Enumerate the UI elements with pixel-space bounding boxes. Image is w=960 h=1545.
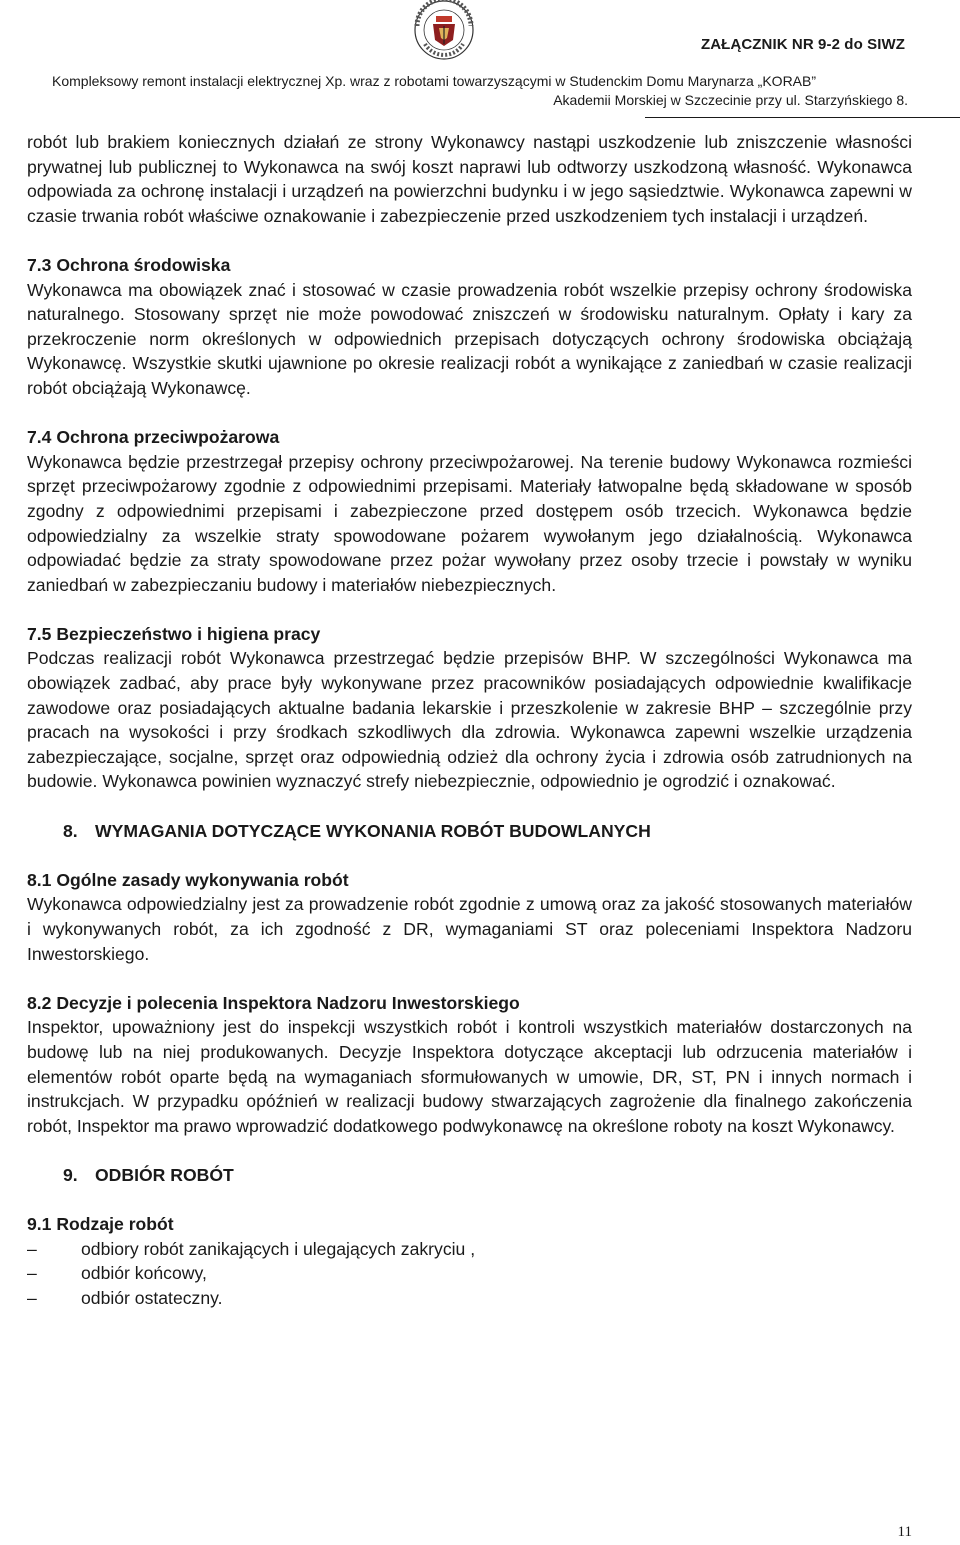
spacer xyxy=(27,966,912,991)
section-7-5-body: Podczas realizacji robót Wykonawca przestrzegać będzie przepisów BHP. W szczególności Wykonawca ma obowiązek zadbać, aby prace były wykonywane przez pracowników posiadających odpowiednie kwalifikacje zawodowe oraz posiadających aktualne badania lekarskie i przeszkolenie w zakresie BHP – szczególnie przy pracach na wysokości i przy środkach szkodliwych dla zdrowia. Wykonawca zapewni wszelkie urządzenia zabezpieczające, socjalne, sprzęt oraz odpowiednią odzież dla ochrony życia i zdrowia osób zatrudnionych na budowie. Wykonawca powinien wyznaczyć strefy niebezpiecznie, odpowiednio je ogrodzić i oznakować. xyxy=(27,648,912,792)
section-7-3-heading: 7.3 Ochrona środowiska xyxy=(27,254,231,275)
chapter-9-title: ODBIÓR ROBÓT xyxy=(95,1164,234,1185)
spacer xyxy=(27,597,912,622)
dash-bullet-icon: – xyxy=(27,1287,37,1308)
list-item-text: odbiory robót zanikających i ulegających zakryciu , xyxy=(81,1238,476,1259)
intro-paragraph: robót lub brakiem koniecznych działań ze strony Wykonawcy nastąpi uszkodzenie lub zniszczenie własności prywatnej lub publicznej to Wykonawca na swój koszt naprawi lub odtworzy uszkodzoną własność. Wykonawca odpowiada za ochronę instalacji i urządzeń na powierzchni budynku i w jego sąsiedztwie. Wykonawca zapewni w czasie trwania robót właściwe oznakowanie i zabezpieczenie przed uszkodzeniem tych instalacji i urządzeń. xyxy=(27,132,912,226)
section-7-4-heading: 7.4 Ochrona przeciwpożarowa xyxy=(27,427,280,448)
spacer xyxy=(27,843,912,868)
chapter-8-title: WYMAGANIA DOTYCZĄCE WYKONANIA ROBÓT BUDOWLANYCH xyxy=(95,820,651,841)
section-7-3-body: Wykonawca ma obowiązek znać i stosować w czasie prowadzenia robót wszelkie przepisy ochrony środowiska naturalnego. Stosowany sprzęt nie może powodować zniszczeń w środowisku naturalnym. Opłaty i kary za przekroczenie norm określonych w odpowiednich przepisach dotyczących ochrony środowiska obciążają Wykonawcę. Wszystkie skutki ujawnione po okresie realizacji robót a wynikające z zaniedbań w czasie realizacji robót obciążają Wykonawcę. xyxy=(27,279,912,398)
list-item-text: odbiór końcowy, xyxy=(81,1263,207,1284)
project-title-line-2: Akademii Morskiej w Szczecinie przy ul. Starzyńskiego 8. xyxy=(553,92,908,108)
spacer xyxy=(27,401,912,426)
project-title-line-1: Kompleksowy remont instalacji elektrycznej Xp. wraz z robotami towarzyszącymi w Studenckim Domu Marynarza „KORAB” xyxy=(52,73,817,89)
chapter-8-number: 8. xyxy=(63,820,78,841)
work-types-list xyxy=(27,1237,912,1311)
list-item xyxy=(27,1261,912,1286)
section-8-1-body: Wykonawca odpowiedzialny jest za prowadzenie robót zgodnie z umową oraz za jakość stosowanych materiałów i wykonywanych robót, za ich zgodność z DR, wymaganiami ST oraz poleceniami Inspektora Nadzoru Inwestorskiego. xyxy=(27,894,912,964)
spacer xyxy=(27,794,912,819)
list-item xyxy=(27,1286,912,1311)
chapter-8-heading xyxy=(27,819,912,844)
section-7-5-heading: 7.5 Bezpieczeństwo i higiena pracy xyxy=(27,623,321,644)
document-body xyxy=(27,130,912,1311)
section-7-4-body: Wykonawca będzie przestrzegał przepisy ochrony przeciwpożarowej. Na terenie budowy Wykonawca rozmieści sprzęt przeciwpożarowy zgodnie z odpowiednimi przepisami. Materiały łatwopalne będą składowane w sposób zgodny z odpowiednimi przepisami i zabezpieczone przed dostępem osób trzecich. Wykonawca będzie odpowiedzialny za wszelkie straty spowodowane pożarem wywołanym jego działalnością. Wykonawca odpowiadać będzie za straty spowodowane przez pożar wywołany przez osoby trzecie i powstały w wyniku zaniedbań w zabezpieczaniu budowy i materiałów niebezpiecznych. xyxy=(27,451,912,595)
list-item-text: odbiór ostateczny. xyxy=(81,1287,223,1308)
page-number: 11 xyxy=(897,1524,912,1540)
list-item xyxy=(27,1237,912,1262)
maritime-academy-logo xyxy=(409,0,479,62)
section-8-2-heading: 8.2 Decyzje i polecenia Inspektora Nadzoru Inwestorskiego xyxy=(27,992,520,1013)
section-8-2-body: Inspektor, upoważniony jest do inspekcji wszystkich robót i kontroli wszystkich materiałów dostarczonych na budowę lub na niej produkowanych. Decyzje Inspektora dotyczące akceptacji lub odrzucenia materiałów i elementów robót oparte będą na wymaganiach sformułowanych w umowie, DR, ST, PN i innych normach i instrukcjach. W przypadku opóźnień w realizacji budowy stwarzających zagrożenie dla finalnego zakończenia robót, Inspektor ma prawo wprowadzić dodatkowego podwykonawcę na określone roboty na koszt Wykonawcy. xyxy=(27,1017,912,1136)
header-divider xyxy=(645,117,960,118)
chapter-9-number: 9. xyxy=(63,1164,78,1185)
spacer xyxy=(27,1188,912,1213)
spacer xyxy=(27,228,912,253)
chapter-9-heading xyxy=(27,1163,912,1188)
section-8-1-heading: 8.1 Ogólne zasady wykonywania robót xyxy=(27,869,349,890)
spacer xyxy=(27,1138,912,1163)
section-9-1-heading: 9.1 Rodzaje robót xyxy=(27,1214,174,1235)
dash-bullet-icon: – xyxy=(27,1263,37,1284)
dash-bullet-icon: – xyxy=(27,1238,37,1259)
annex-label: ZAŁĄCZNIK NR 9-2 do SIWZ xyxy=(700,36,905,53)
page-header xyxy=(0,0,960,118)
